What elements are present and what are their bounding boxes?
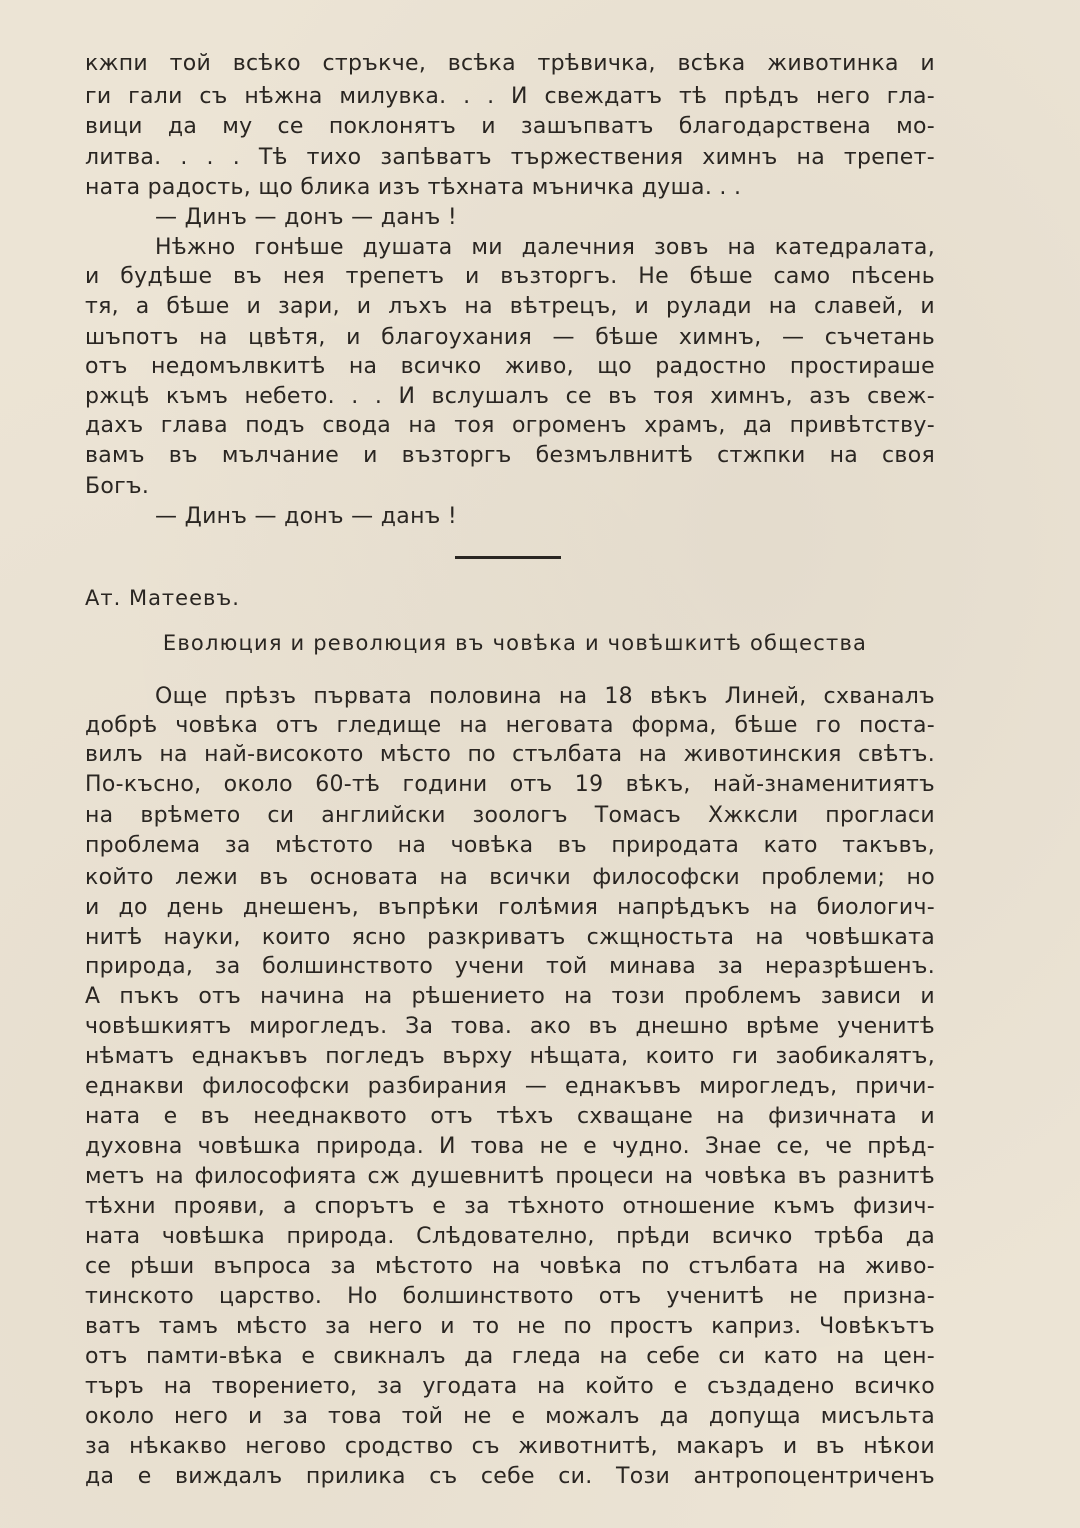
text-line: ватъ тамъ мѣсто за него и то не по простъ каприз. Човѣкътъ: [85, 1314, 935, 1339]
text-line: тѣхни прояви, а спорътъ е за тѣхното отношение къмъ физич-: [85, 1194, 935, 1219]
text-line: Богъ.: [85, 474, 150, 499]
text-line: отъ недомълвкитѣ на всичко живо, що радостно простираше: [85, 354, 935, 379]
article-title: Еволюция и революция въ човѣка и човѣшкитѣ общества: [162, 631, 868, 655]
text-line: ги гали съ нѣжна милувка. . . И свеждатъ тѣ прѣдъ него гла-: [85, 84, 935, 109]
text-line: природа, за болшинството учени той минава за неразрѣшенъ.: [85, 954, 935, 979]
text-line: човѣшкиятъ мирогледъ. За това. ако въ днешно врѣме ученитѣ: [85, 1014, 935, 1039]
article-author: Ат. Матеевъ.: [85, 586, 240, 610]
text-line: около него и за това той не е можалъ да допуща мисъльта: [85, 1404, 935, 1429]
text-line: еднакви философски разбирания — еднакъвъ мирогледъ, причи-: [85, 1074, 935, 1099]
text-line: литва. . . . Тѣ тихо запѣватъ тържествения химнъ на трепет-: [85, 145, 935, 170]
text-line: ржцѣ къмъ небето. . . И вслушалъ се въ тоя химнъ, азъ свеж-: [85, 384, 935, 409]
text-line: духовна човѣшка природа. И това не е чудно. Знае се, че прѣд-: [85, 1134, 935, 1159]
text-line: вамъ въ мълчание и възторгъ безмълвнитѣ стжпки на своя: [85, 443, 935, 468]
text-line: ната радость, що блика изъ тѣхната мъничка душа. . .: [85, 175, 742, 200]
text-line: ната човѣшка природа. Слѣдователно, прѣди всичко трѣба да: [85, 1224, 935, 1249]
text-line: По-късно, около 60-тѣ години отъ 19 вѣкъ, най-знаменитиятъ: [85, 772, 935, 797]
text-line: който лежи въ основата на всички философски проблеми; но: [85, 865, 935, 890]
text-line: метъ на философията сж душевнитѣ процеси на човѣка въ разнитѣ: [85, 1164, 935, 1189]
text-line: дахъ глава подъ свода на тоя огроменъ храмъ, да привѣтству-: [85, 413, 935, 438]
text-line: се рѣши въпроса за мѣстото на човѣка по стълбата на живо-: [85, 1254, 935, 1279]
refrain-line: — Динъ — донъ — данъ !: [155, 205, 458, 230]
text-line: Нѣжно гонѣше душата ми далечния зовъ на катедралата,: [155, 235, 935, 260]
text-line: Още прѣзъ първата половина на 18 вѣкъ Линей, схваналъ: [155, 684, 935, 709]
text-line: добрѣ човѣка отъ гледище на неговата форма, бѣше го поста-: [85, 713, 935, 738]
text-line: и будѣше въ нея трепетъ и възторгъ. Не бѣше само пѣсень: [85, 264, 935, 289]
text-line: вилъ на най-високото мѣсто по стълбата на животинския свѣтъ.: [85, 742, 935, 767]
text-line: А пъкъ отъ начина на рѣшението на този проблемъ зависи и: [85, 984, 935, 1009]
text-line: вици да му се поклонятъ и зашъпватъ благодарствена мо-: [85, 114, 935, 139]
text-line: за нѣкакво негово сродство съ животнитѣ, макаръ и въ нѣкои: [85, 1434, 935, 1459]
text-line: кжпи той всѣко стръкче, всѣка трѣвичка, всѣка животинка и: [85, 51, 935, 76]
text-line: и до день днешенъ, въпрѣки голѣмия напрѣдъкъ на биологич-: [85, 895, 935, 920]
text-line: отъ памти-вѣка е свикналъ да гледа на себе си като на цен-: [85, 1344, 935, 1369]
text-line: нитѣ науки, които ясно разкриватъ сжщностьта на човѣшката: [85, 925, 935, 950]
text-line: на врѣмето си английски зоологъ Томасъ Хжксли прогласи: [85, 803, 935, 828]
text-line: да е виждалъ прилика съ себе си. Този антропоцентриченъ: [85, 1464, 935, 1489]
text-line: тинското царство. Но болшинството отъ ученитѣ не призна-: [85, 1284, 935, 1309]
refrain-line: — Динъ — донъ — данъ !: [155, 504, 458, 529]
section-divider: [455, 556, 561, 559]
text-line: търъ на творението, за угодата на който е създадено всичко: [85, 1374, 935, 1399]
text-line: шъпотъ на цвѣтя, и благоухания — бѣше химнъ, — съчетань: [85, 325, 935, 350]
text-line: ната е въ нееднаквото отъ тѣхъ схващане на физичната и: [85, 1104, 935, 1129]
text-line: нѣматъ еднакъвъ погледъ върху нѣщата, които ги заобикалятъ,: [85, 1044, 935, 1069]
text-line: проблема за мѣстото на човѣка въ природата като такъвъ,: [85, 833, 935, 858]
text-line: тя, а бѣше и зари, и лъхъ на вѣтрецъ, и рулади на славей, и: [85, 294, 935, 319]
